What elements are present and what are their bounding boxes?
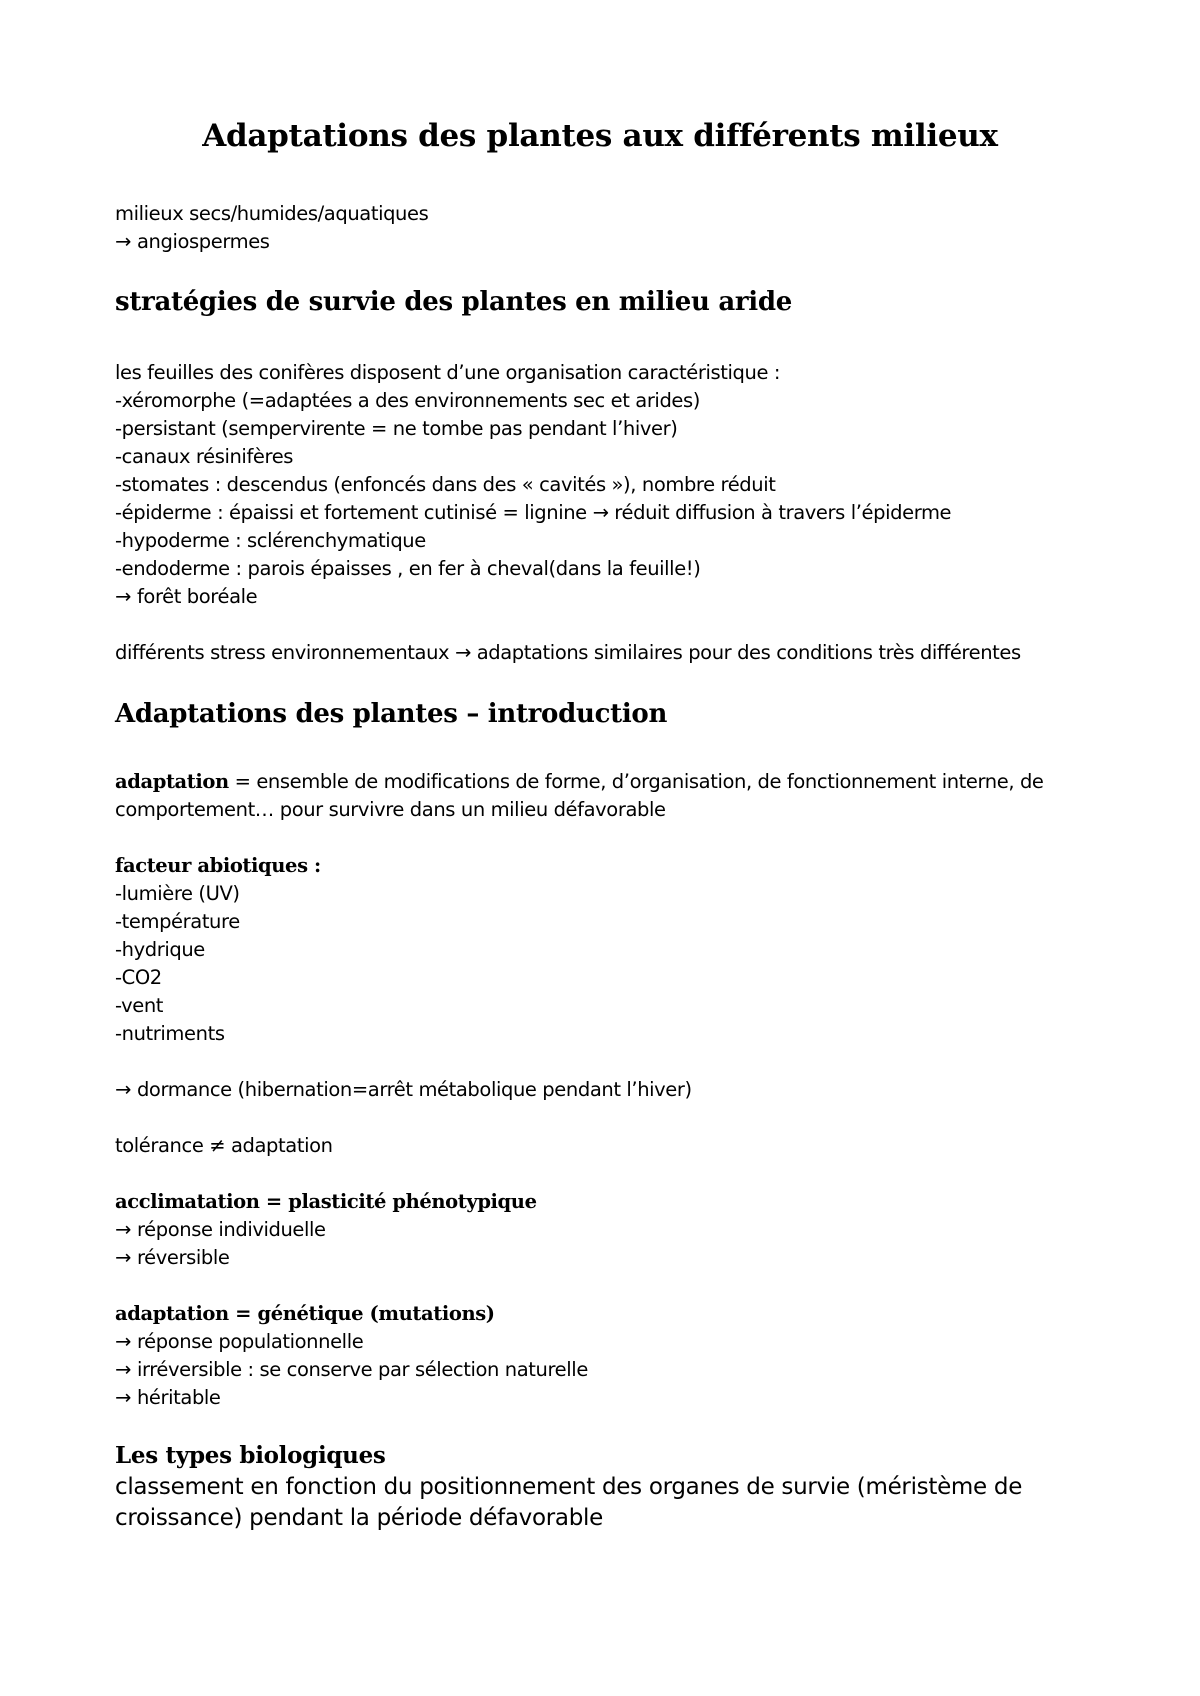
- list-item: -xéromorphe (=adaptées a des environnements sec et arides): [115, 389, 700, 412]
- conclusion-text: forêt boréale: [136, 585, 258, 608]
- arrow-icon: →: [115, 1078, 131, 1101]
- list-item: réversible: [136, 1246, 230, 1269]
- definition-text: = ensemble de modifications de forme, d’organisation, de fonctionnement interne, de: [228, 770, 1044, 793]
- intro-block: [115, 200, 1095, 256]
- list-item: -lumière (UV): [115, 882, 240, 905]
- acclimatation-block: [115, 1188, 1095, 1272]
- tolerance-block: [115, 1132, 1095, 1160]
- section-heading-arid: stratégies de survie des plantes en milieu aride: [115, 287, 792, 317]
- types-text-line-continued: croissance) pendant la période défavorable: [115, 1505, 603, 1531]
- intro-arrow-line: [115, 228, 1095, 256]
- list-item: -hydrique: [115, 938, 205, 961]
- arrow-icon: →: [115, 1386, 131, 1409]
- dormance-block: [115, 1076, 1095, 1104]
- arrow-icon: →: [115, 1246, 131, 1269]
- section-arid-body: [115, 359, 1095, 611]
- arrow-line: [115, 1244, 1095, 1272]
- section-heading-introduction: Adaptations des plantes – introduction: [115, 699, 668, 729]
- list-item: -CO2: [115, 966, 162, 989]
- arrow-icon: →: [115, 1218, 131, 1241]
- section-arid-heading-block: [115, 284, 1095, 320]
- page-title: Adaptations des plantes aux différents milieux: [202, 118, 998, 154]
- list-item: héritable: [136, 1386, 221, 1409]
- list-item: -vent: [115, 994, 164, 1017]
- arrow-line: [115, 583, 1095, 611]
- stress-line: différents stress environnementaux → adaptations similaires pour des conditions très différentes: [115, 641, 1021, 664]
- arrow-line: [115, 1216, 1095, 1244]
- arrow-line: [115, 1356, 1095, 1384]
- arrow-line: [115, 1076, 1095, 1104]
- definition-line: [115, 768, 1095, 796]
- tolerance-line: tolérance ≠ adaptation: [115, 1134, 333, 1157]
- stress-block: [115, 639, 1095, 667]
- dormance-text: dormance (hibernation=arrêt métabolique pendant l’hiver): [136, 1078, 692, 1101]
- list-item: -température: [115, 910, 240, 933]
- intro-conclusion: angiospermes: [136, 230, 270, 253]
- arrow-icon: →: [115, 585, 131, 608]
- list-item: -endoderme : parois épaisses , en fer à cheval(dans la feuille!): [115, 557, 701, 580]
- list-item: -hypoderme : sclérenchymatique: [115, 529, 426, 552]
- factors-heading: facteur abiotiques :: [115, 854, 321, 877]
- list-item: -épiderme : épaissi et fortement cutinisé = lignine → réduit diffusion à travers l’épiderme: [115, 501, 952, 524]
- acclimatation-heading: acclimatation = plasticité phénotypique: [115, 1190, 537, 1213]
- definition-term: adaptation: [115, 770, 229, 793]
- adaptation-genetique-block: [115, 1300, 1095, 1412]
- list-item: -persistant (sempervirente = ne tombe pas pendant l’hiver): [115, 417, 678, 440]
- section-heading-types: Les types biologiques: [115, 1442, 386, 1469]
- list-item: réponse populationnelle: [136, 1330, 364, 1353]
- arrow-icon: →: [115, 1358, 131, 1381]
- section-intro-heading-block: [115, 696, 1095, 732]
- list-item: -canaux résinifères: [115, 445, 294, 468]
- arrow-icon: →: [115, 1330, 131, 1353]
- arrow-line: [115, 1384, 1095, 1412]
- list-item: -nutriments: [115, 1022, 225, 1045]
- arrow-icon: →: [115, 230, 131, 253]
- intro-line: milieux secs/humides/aquatiques: [115, 202, 429, 225]
- definition-line-continued: comportement… pour survivre dans un milieu défavorable: [115, 798, 666, 821]
- section-paragraph: les feuilles des conifères disposent d’une organisation caractéristique :: [115, 361, 781, 384]
- factors-block: [115, 852, 1095, 1048]
- list-item: irréversible : se conserve par sélection naturelle: [136, 1358, 588, 1381]
- types-biologiques-block: [115, 1440, 1095, 1534]
- types-text-line: classement en fonction du positionnement des organes de survie (méristème de: [115, 1474, 1023, 1500]
- list-item: réponse individuelle: [136, 1218, 326, 1241]
- list-item: -stomates : descendus (enfoncés dans des « cavités »), nombre réduit: [115, 473, 776, 496]
- definition-block: [115, 768, 1095, 824]
- adaptation-heading: adaptation = génétique (mutations): [115, 1302, 495, 1325]
- arrow-line: [115, 1328, 1095, 1356]
